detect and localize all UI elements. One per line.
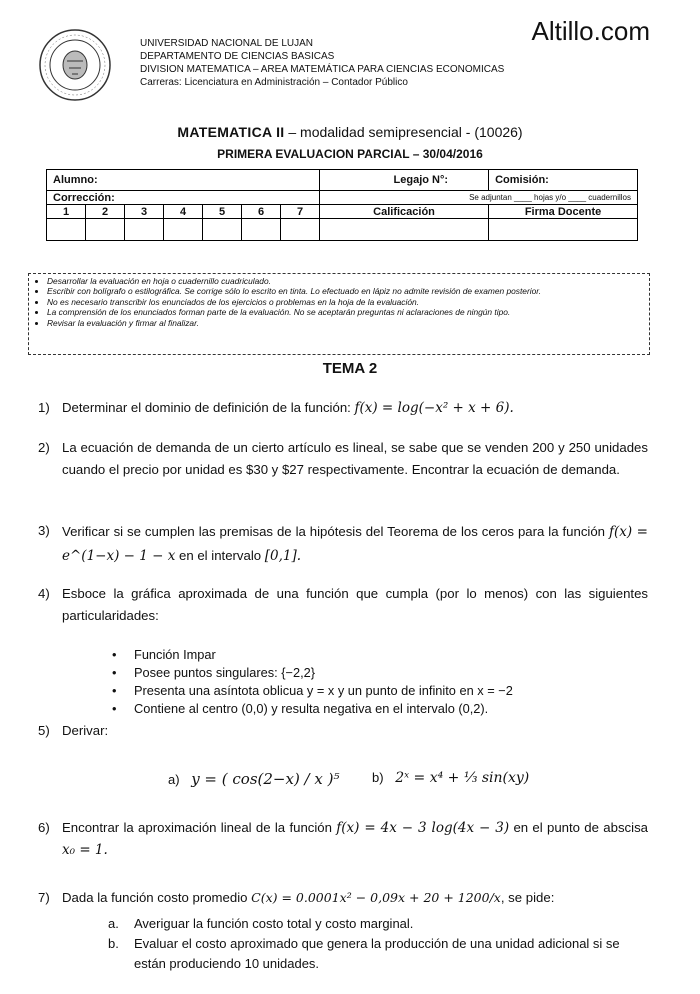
grid-col: 3 — [125, 205, 164, 219]
question-number: 7) — [38, 890, 50, 905]
grid-col: 2 — [86, 205, 125, 219]
firma-cell[interactable] — [489, 219, 638, 241]
grid-col: 1 — [47, 205, 86, 219]
grid-col: 5 — [203, 205, 242, 219]
score-cell[interactable] — [86, 219, 125, 241]
legajo-field[interactable]: Legajo N°: — [320, 170, 489, 191]
header-line: UNIVERSIDAD NACIONAL DE LUJAN — [140, 38, 313, 49]
question-number: 4) — [38, 586, 50, 601]
question-text: Determinar el dominio de definición de la función: — [62, 400, 355, 415]
score-cell[interactable] — [125, 219, 164, 241]
question-math: x₀ = 1. — [62, 842, 108, 858]
question-4-bullets — [110, 646, 513, 718]
score-cell[interactable] — [242, 219, 281, 241]
question-math: f(x) = log(−x² + x + 6). — [354, 400, 514, 416]
question-text: Encontrar la aproximación lineal de la función — [62, 820, 337, 835]
question-text: Derivar: — [62, 723, 109, 738]
instruction-item: • La comprensión de los enunciados forman parte de la evaluación. No se aceptarán preguntas ni aclaraciones de ningún tipo. — [47, 307, 649, 317]
question-number: 5) — [38, 723, 50, 738]
score-cell[interactable] — [203, 219, 242, 241]
bullet-item: • Contiene al centro (0,0) y resulta negativa en el intervalo (0,2). — [110, 700, 513, 718]
question-text: , se pide: — [500, 890, 555, 905]
instructions-box — [28, 273, 650, 355]
grid-col: 4 — [164, 205, 203, 219]
question-math: 2ˣ = x⁴ + ⅓ sin(xy) — [395, 770, 530, 786]
exam-title: PRIMERA EVALUACION PARCIAL – 30/04/2016 — [217, 147, 483, 161]
institution-header — [140, 37, 504, 89]
sub-item — [108, 914, 648, 934]
question-math: f(x) = e^(1−x) − 1 − x — [62, 524, 648, 564]
university-seal-logo — [38, 28, 112, 102]
brand-watermark: Altillo.com — [531, 16, 650, 46]
adjuntan-label: Se adjuntan ____ hojas y/o ____ cuadernillos — [320, 191, 638, 205]
question-5b — [372, 770, 529, 786]
question-3 — [38, 520, 648, 568]
question-5a — [168, 770, 339, 788]
tema-title: TEMA 2 — [322, 360, 378, 377]
question-7 — [38, 887, 648, 909]
score-cell[interactable] — [47, 219, 86, 241]
question-math: y = ( cos(2−x) / x )⁵ — [191, 770, 340, 788]
correccion-label: Corrección: — [47, 191, 320, 205]
score-cell[interactable] — [164, 219, 203, 241]
bullet-item: • Presenta una asíntota oblicua y = x y un punto de infinito en x = −2 — [110, 682, 513, 700]
sub-item — [108, 934, 648, 974]
header-line: DIVISION MATEMATICA – AREA MATEMÁTICA PARA CIENCIAS ECONOMICAS — [140, 64, 505, 75]
comision-field[interactable]: Comisión: — [489, 170, 638, 191]
question-text: La ecuación de demanda de un cierto artículo es lineal, se sabe que se venden 200 y 250 unidades cuando el precio por unidad es $30 y $27 respectivamente. Encontrar la ecuación de demanda. — [62, 440, 648, 477]
course-title — [0, 124, 700, 140]
question-text: en el punto de abscisa — [509, 820, 649, 835]
question-1 — [38, 397, 648, 419]
firma-header: Firma Docente — [489, 205, 638, 219]
item-text: Averiguar la función costo total y costo marginal. — [134, 916, 414, 931]
question-text: Verificar si se cumplen las premisas de la hipótesis del Teorema de los ceros para la función — [62, 524, 609, 539]
student-info-grid — [46, 169, 638, 241]
question-interval: [0,1]. — [264, 548, 302, 564]
item-label: a. — [108, 916, 119, 931]
header-line: Carreras: Licenciatura en Administración – Contador Público — [140, 77, 408, 88]
grid-col: 7 — [281, 205, 320, 219]
question-7-items — [108, 914, 648, 974]
item-text: Evaluar el costo aproximado que genera la producción de una unidad adicional si se están produciendo 10 unidades. — [134, 936, 620, 971]
course-suffix: – modalidad semipresencial - (10026) — [284, 124, 523, 140]
item-label: b. — [108, 936, 119, 951]
instruction-item: • No es necesario transcribir los enunciados de los ejercicios o problemas en la hoja de la evaluación. — [47, 297, 649, 307]
question-number: 3) — [38, 523, 50, 538]
score-cell[interactable] — [281, 219, 320, 241]
instruction-item: • Desarrollar la evaluación en hoja o cuadernillo cuadriculado. — [47, 276, 649, 286]
question-4 — [38, 583, 648, 627]
question-text: Dada la función costo promedio — [62, 890, 252, 905]
item-label: b) — [372, 770, 384, 785]
bullet-item: • Posee puntos singulares: {−2,2} — [110, 664, 513, 682]
question-text: Esboce la gráfica aproximada de una función que cumpla (por lo menos) con las siguientes particularidades: — [62, 586, 648, 623]
instruction-item: • Escribir con bolígrafo o estilográfica. Se corrige sólo lo escrito en tinta. Lo efectuado en lápiz no admite revisión de examen posterior. — [47, 286, 649, 296]
question-text: en el intervalo — [175, 548, 265, 563]
header-line: DEPARTAMENTO DE CIENCIAS BASICAS — [140, 51, 335, 62]
question-number: 2) — [38, 440, 50, 455]
grid-col: 6 — [242, 205, 281, 219]
course-name: MATEMATICA II — [177, 124, 285, 140]
question-number: 6) — [38, 820, 50, 835]
question-number: 1) — [38, 400, 50, 415]
item-label: a) — [168, 772, 180, 787]
calificacion-header: Calificación — [320, 205, 489, 219]
instruction-item: • Revisar la evaluación y firmar al finalizar. — [47, 318, 649, 328]
question-6 — [38, 817, 648, 861]
question-math: f(x) = 4x − 3 log(4x − 3) — [336, 820, 510, 836]
question-math: C(x) = 0.0001x² − 0,09x + 20 + 1200/x — [251, 890, 501, 905]
question-5 — [38, 720, 648, 742]
question-2 — [38, 437, 648, 481]
alumno-field[interactable]: Alumno: — [47, 170, 320, 191]
calificacion-cell[interactable] — [320, 219, 489, 241]
bullet-item: • Función Impar — [110, 646, 513, 664]
